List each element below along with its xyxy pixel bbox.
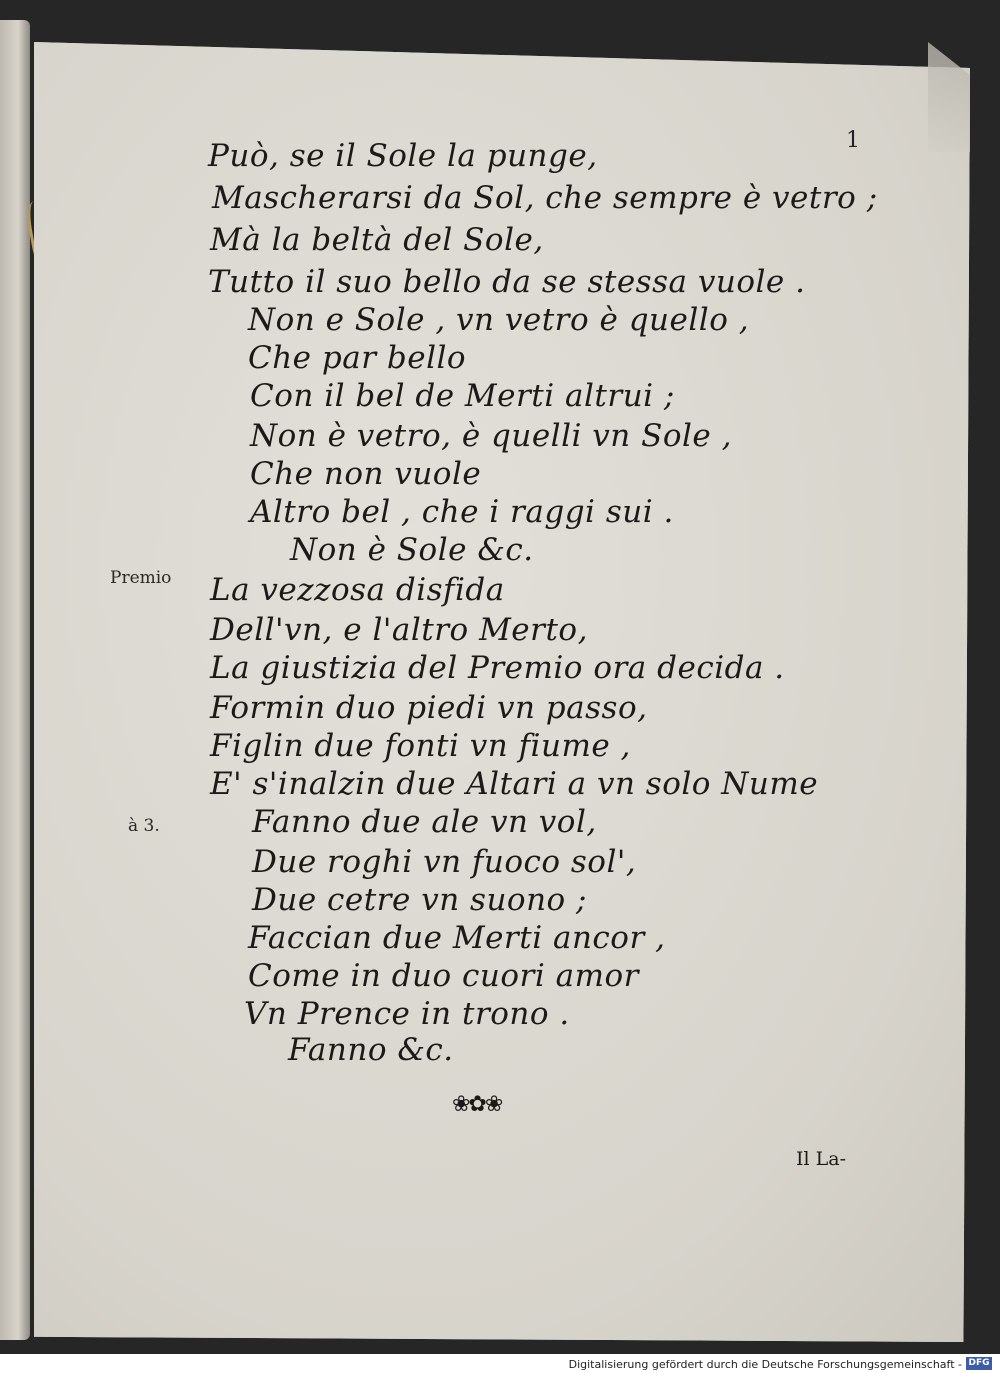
verse-line: Come in duo cuori amor [248, 958, 639, 994]
verse-line: Con il bel de Merti altrui ; [250, 378, 675, 414]
verse-line: Due cetre vn suono ; [252, 882, 588, 918]
dfg-logo: DFG [966, 1357, 992, 1370]
verse-line: Altro bel , che i raggi sui . [250, 494, 674, 530]
verse-line: Mà la beltà del Sole, [210, 222, 544, 258]
verse-line: Vn Prence in trono . [244, 996, 570, 1032]
verse-line: Fanno due ale vn vol, [252, 804, 597, 840]
funding-credit: Digitalisierung gefördert durch die Deutsche Forschungsgemeinschaft - [568, 1358, 962, 1371]
catchword: Il La- [796, 1148, 846, 1170]
verse-line: Non e Sole , vn vetro è quello , [248, 302, 750, 338]
verse-line: Non è Sole &c. [290, 532, 534, 568]
verse-line: Fanno &c. [288, 1032, 454, 1068]
verse-line: Mascherarsi da Sol, che sempre è vetro ; [212, 180, 878, 216]
printer-ornament: ❀✿❀ [452, 1092, 502, 1117]
margin-note: à 3. [128, 816, 160, 836]
verse-line: Non è vetro, è quelli vn Sole , [250, 418, 732, 454]
verse-line: La vezzosa disfida [210, 572, 505, 608]
verse-line: Tutto il suo bello da se stessa vuole . [208, 264, 806, 300]
verse-line: Può, se il Sole la punge, [208, 138, 598, 174]
verse-line: Figlin due fonti vn fiume , [210, 728, 631, 764]
verse-line: Che non vuole [250, 456, 482, 492]
page-number: 1 [846, 128, 860, 153]
verse-line: E' s'inalzin due Altari a vn solo Nume [210, 766, 819, 802]
verse-line: La giustizia del Premio ora decida . [210, 650, 785, 686]
verse-line: Due roghi vn fuoco sol', [252, 844, 637, 880]
previous-page-edge [0, 20, 30, 1340]
margin-note: Premio [110, 568, 172, 588]
verse-line: Faccian due Merti ancor , [248, 920, 666, 956]
verse-line: Formin duo piedi vn passo, [210, 690, 648, 726]
verse-line: Che par bello [248, 340, 467, 376]
verse-line: Dell'vn, e l'altro Merto, [210, 612, 588, 648]
